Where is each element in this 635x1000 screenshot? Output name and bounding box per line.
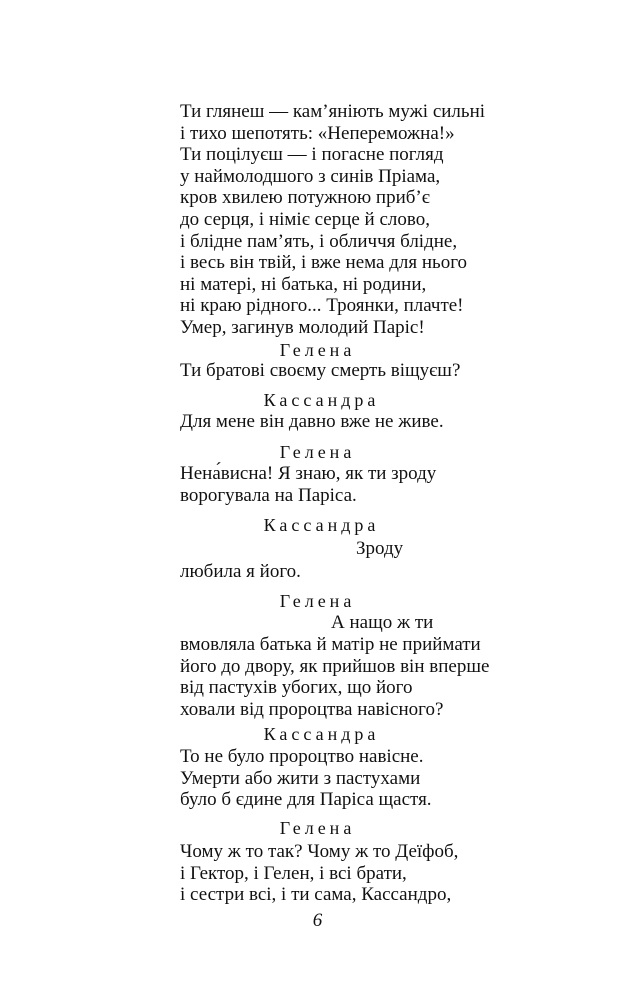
verse-line: вмовляла батька й матір не приймати xyxy=(180,634,481,655)
verse-line: і весь він твій, і вже нема для нього xyxy=(180,252,468,274)
verse-line: Нена́висна! Я знаю, як ти зроду xyxy=(180,463,437,484)
verse-line: і тихо шепотять: «Непереможна!» xyxy=(180,122,455,144)
verse-line: кров хвилею потужною приб’є xyxy=(180,187,430,209)
speaker-name: Кассандра xyxy=(263,515,380,535)
speaker-name: Кассандра xyxy=(263,390,380,410)
speech xyxy=(180,411,510,433)
speech xyxy=(180,634,510,720)
verse-line: любила я його. xyxy=(180,561,301,582)
verse-line: Ти братові своєму смерть віщуєш? xyxy=(180,360,461,381)
verse-line: Ти поцілуєш — і погасне погляд xyxy=(180,144,444,166)
speech xyxy=(180,841,510,906)
verse-line: Умер, загинув молодий Паріс! xyxy=(180,316,425,338)
verse-line: ні матері, ні батька, ні родини, xyxy=(180,273,427,295)
verse-line: То не було пророцтво навісне. xyxy=(180,746,424,767)
speaker-name: Гелена xyxy=(279,591,356,611)
verse-line: і блідне пам’ять, і обличчя блідне, xyxy=(180,230,458,252)
verse-opening xyxy=(180,101,510,339)
verse-line: було б єдине для Паріса щастя. xyxy=(180,789,432,811)
verse-line: від пастухів убогих, що його xyxy=(180,677,413,699)
verse-line: ворогувала на Паріса. xyxy=(180,484,357,506)
verse-line: і сестри всі, і ти сама, Кассандро, xyxy=(180,884,452,906)
verse-line: і Гектор, і Гелен, і всі брати, xyxy=(180,862,407,884)
page-number: 6 xyxy=(312,910,323,931)
verse-line: Ти глянеш — кам’яніють мужі сильні xyxy=(180,101,486,122)
verse-line: його до двору, як прийшов він вперше xyxy=(180,655,490,677)
speech xyxy=(180,561,510,583)
verse-line: Для мене він давно вже не живе. xyxy=(180,411,444,432)
verse-line: Чому ж то так? Чому ж то Деїфоб, xyxy=(180,841,459,862)
speech xyxy=(180,463,510,506)
speech xyxy=(180,360,510,382)
speech xyxy=(180,746,510,811)
verse-line: до серця, і німіє серце й слово, xyxy=(180,208,430,230)
indented-verse-line: Зроду xyxy=(356,538,404,559)
verse-line: Умерти або жити з пастухами xyxy=(180,767,421,789)
verse-line: у наймолодшого з синів Пріама, xyxy=(180,165,441,187)
speaker-name: Гелена xyxy=(279,442,356,462)
speaker-name: Кассандра xyxy=(263,724,380,744)
speaker-name: Гелена xyxy=(279,340,356,360)
indented-verse-line: А нащо ж ти xyxy=(331,612,434,633)
speaker-name: Гелена xyxy=(279,818,356,838)
verse-line: ні краю рідного... Троянки, плачте! xyxy=(180,295,464,317)
verse-line: ховали від пророцтва навісного? xyxy=(180,698,444,720)
